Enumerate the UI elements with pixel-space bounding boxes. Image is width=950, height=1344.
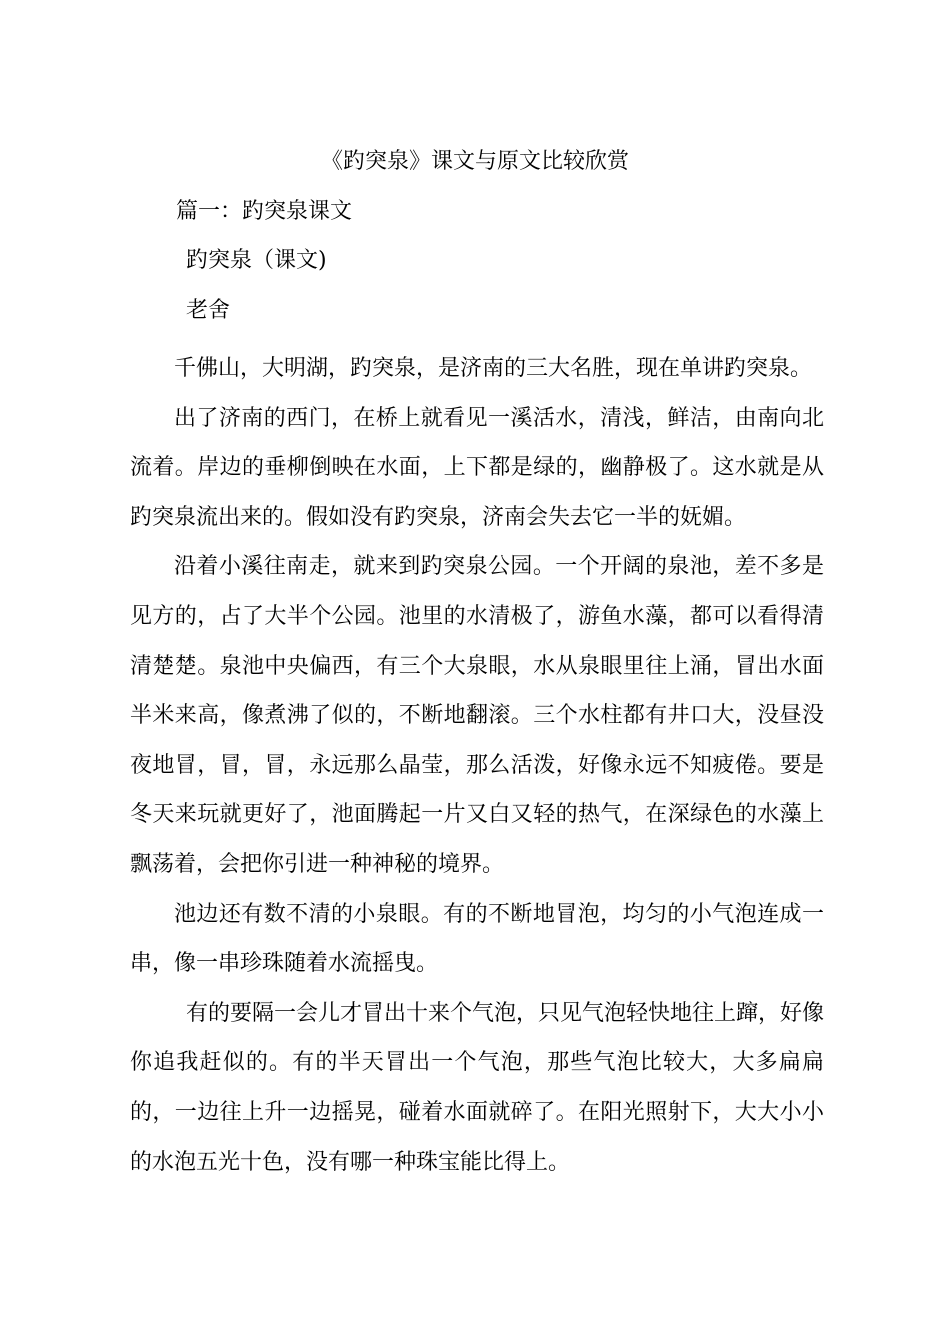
paragraph: 出了济南的西门，在桥上就看见一溪活水，清浅，鲜洁，由南向北流着。岸边的垂柳倒映在水面，上下都是绿的，幽静极了。这水就是从趵突泉流出来的。假如没有趵突泉，济南会失去它一半的妩媚。 [130, 405, 824, 530]
paragraph: 池边还有数不清的小泉眼。有的不断地冒泡，均匀的小气泡连成一串，像一串珍珠随着水流摇曳。 [130, 901, 824, 977]
paragraph: 有的要隔一会儿才冒出十来个气泡，只见气泡轻快地往上蹿，好像你追我赶似的。有的半天冒出一个气泡，那些气泡比较大，大多扁扁的，一边往上升一边摇晃，碰着水面就碎了。在阳光照射下，大大小小的水泡五光十色，没有哪一种珠宝能比得上。 [130, 1000, 825, 1175]
article-body [130, 344, 824, 1187]
paragraph: 沿着小溪往南走，就来到趵突泉公园。一个开阔的泉池，差不多是见方的，占了大半个公园。池里的水清极了，游鱼水藻，都可以看得清清楚楚。泉池中央偏西，有三个大泉眼，水从泉眼里往上涌，冒出水面半米来高，像煮沸了似的，不断地翻滚。三个水柱都有井口大，没昼没夜地冒，冒，冒，永远那么晶莹，那么活泼，好像永远不知疲倦。要是冬天来玩就更好了，池面腾起一片又白又轻的热气，在深绿色的水藻上飘荡着，会把你引进一种神秘的境界。 [130, 554, 824, 877]
section-heading: 篇一：趵突泉课文 [176, 199, 353, 224]
document-title: 《趵突泉》课文与原文比较欣赏 [320, 149, 629, 174]
paragraph: 千佛山，大明湖，趵突泉，是济南的三大名胜，现在单讲趵突泉。 [174, 356, 813, 381]
article-subtitle: 趵突泉（课文) [186, 248, 327, 273]
article-author: 老舍 [186, 298, 231, 323]
